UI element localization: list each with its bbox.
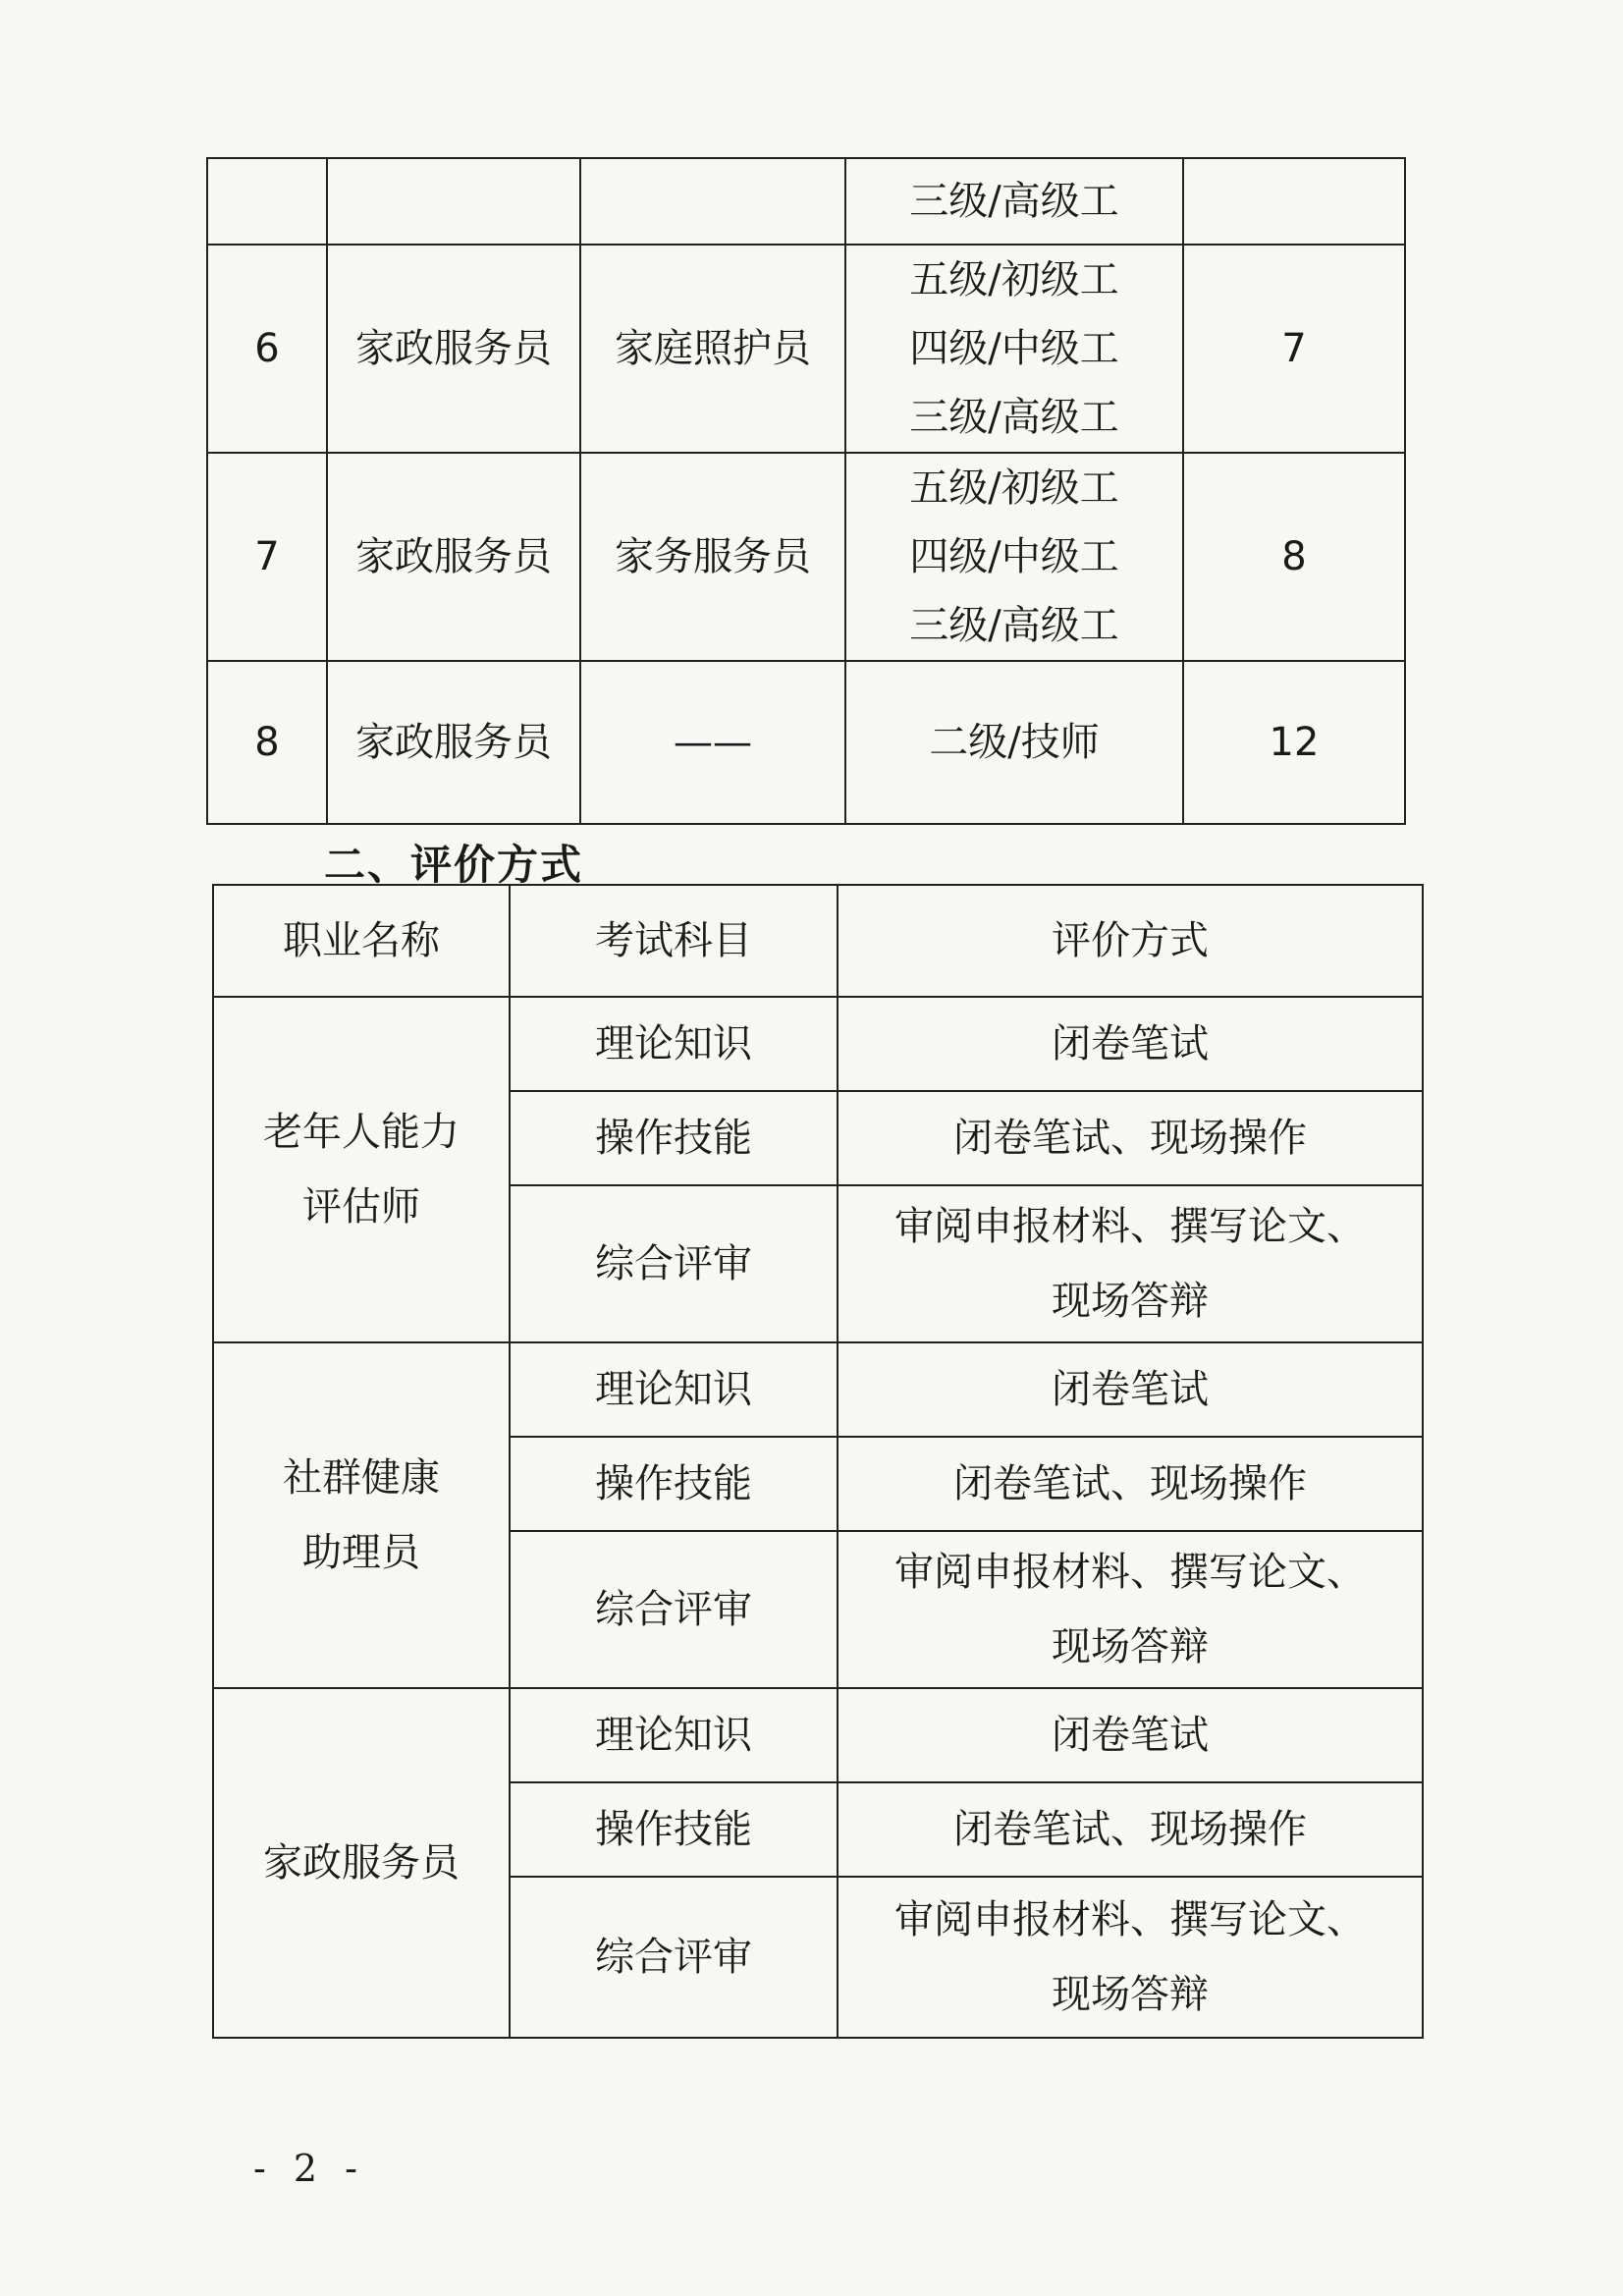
count-cell: 12	[1183, 661, 1405, 824]
occupation-cell: 家政服务员	[327, 661, 580, 824]
occupation-line: 家政服务员	[263, 1840, 460, 1886]
occupation-line: 社群健康	[283, 1455, 440, 1501]
method-line: 审阅申报材料、撰写论文、	[894, 1897, 1366, 1942]
work-type-cell: 家庭照护员	[580, 245, 845, 453]
table-row-continued	[207, 158, 1405, 245]
occupation-line: 老年人能力	[263, 1110, 460, 1155]
occupation-cell: 家政服务员	[327, 453, 580, 661]
table-row	[213, 1688, 1423, 1782]
occupation-cell	[213, 1688, 510, 2038]
occupation-cell	[213, 997, 510, 1342]
method-cell: 闭卷笔试	[838, 997, 1423, 1091]
table-row	[213, 1342, 1423, 1437]
row-number: 8	[207, 661, 327, 824]
level-line: 四级/中级工	[909, 534, 1119, 579]
level-line: 二级/技师	[929, 720, 1100, 765]
table-row	[207, 245, 1405, 453]
method-line: 审阅申报材料、撰写论文、	[894, 1204, 1366, 1249]
count-cell: 8	[1183, 453, 1405, 661]
subject-cell: 综合评审	[510, 1531, 838, 1688]
level-line: 三级/高级工	[909, 395, 1119, 440]
method-cell: 闭卷笔试、现场操作	[838, 1091, 1423, 1185]
subject-cell: 理论知识	[510, 1342, 838, 1437]
table-header-row	[213, 885, 1423, 997]
work-type-cell: 家务服务员	[580, 453, 845, 661]
occupation-line: 评估师	[302, 1184, 420, 1230]
method-cell: 闭卷笔试、现场操作	[838, 1782, 1423, 1877]
level-line: 四级/中级工	[909, 326, 1119, 371]
levels-cell	[845, 245, 1183, 453]
level-line: 三级/高级工	[909, 603, 1119, 648]
certification-levels-table	[206, 157, 1406, 825]
header-subject: 考试科目	[510, 885, 838, 997]
header-occupation: 职业名称	[213, 885, 510, 997]
row-number: 7	[207, 453, 327, 661]
page-number: - 2 -	[253, 2147, 366, 2190]
method-cell: 闭卷笔试、现场操作	[838, 1437, 1423, 1531]
table-row	[207, 661, 1405, 824]
levels-cell	[845, 453, 1183, 661]
levels-cell	[845, 661, 1183, 824]
method-cell	[838, 1531, 1423, 1688]
table-row	[213, 997, 1423, 1091]
level-line: 五级/初级工	[909, 465, 1119, 511]
method-cell	[838, 1877, 1423, 2038]
count-cell: 7	[1183, 245, 1405, 453]
method-line: 现场答辩	[1052, 1624, 1209, 1669]
subject-cell: 综合评审	[510, 1185, 838, 1342]
table-row	[207, 453, 1405, 661]
method-cell	[838, 1185, 1423, 1342]
method-cell: 闭卷笔试	[838, 1688, 1423, 1782]
work-type-cell: ——	[580, 661, 845, 824]
subject-cell: 理论知识	[510, 1688, 838, 1782]
subject-cell: 操作技能	[510, 1091, 838, 1185]
method-line: 审阅申报材料、撰写论文、	[894, 1550, 1366, 1595]
occupation-cell: 家政服务员	[327, 245, 580, 453]
occupation-line: 助理员	[302, 1530, 420, 1575]
row-number: 6	[207, 245, 327, 453]
subject-cell: 操作技能	[510, 1782, 838, 1877]
evaluation-method-table	[212, 884, 1424, 2039]
method-line: 现场答辩	[1052, 1972, 1209, 2017]
level-line: 五级/初级工	[909, 257, 1119, 302]
section-heading: 二、评价方式	[324, 841, 584, 889]
header-method: 评价方式	[838, 885, 1423, 997]
occupation-cell	[213, 1342, 510, 1688]
level-cell: 三级/高级工	[845, 158, 1183, 245]
subject-cell: 综合评审	[510, 1877, 838, 2038]
method-line: 现场答辩	[1052, 1279, 1209, 1324]
method-cell: 闭卷笔试	[838, 1342, 1423, 1437]
subject-cell: 操作技能	[510, 1437, 838, 1531]
subject-cell: 理论知识	[510, 997, 838, 1091]
